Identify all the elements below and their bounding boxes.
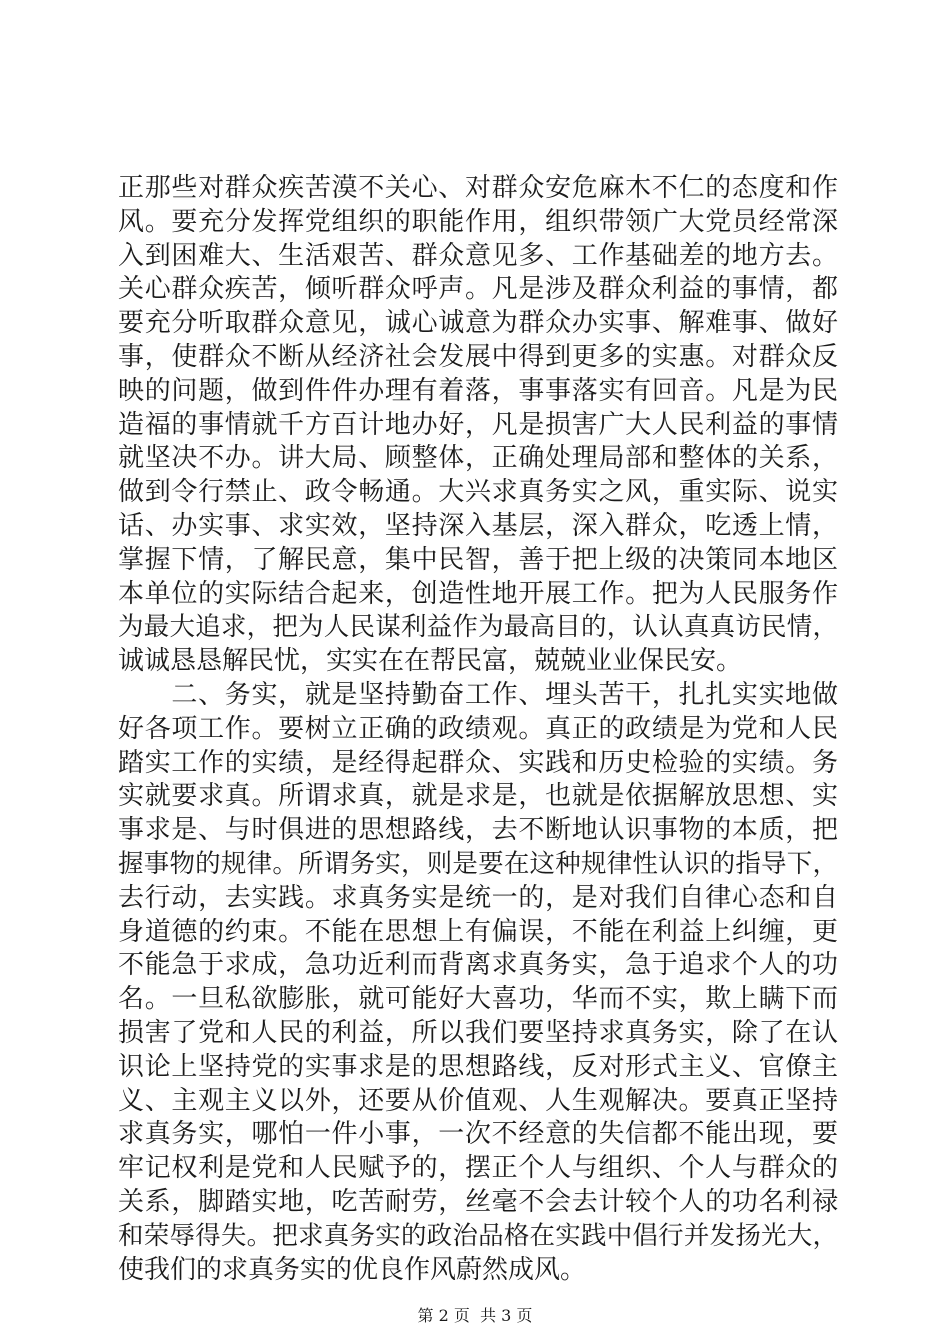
text-line: 身道德的约束。不能在思想上有偏误，不能在利益上纠缠，更 [118, 916, 838, 947]
text-line: 事求是、与时俱进的思想路线，去不断地认识事物的本质，把 [118, 815, 838, 846]
text-line: 诚诚恳恳解民忧，实实在在帮民富，兢兢业业保民安。 [118, 646, 743, 677]
text-line: 本单位的实际结合起来，创造性地开展工作。把为人民服务作 [118, 578, 838, 609]
text-line: 牢记权利是党和人民赋予的，摆正个人与组织、个人与群众的 [118, 1153, 838, 1184]
text-line: 做到令行禁止、政令畅通。大兴求真务实之风，重实际、说实 [118, 477, 838, 508]
text-line: 要充分听取群众意见，诚心诚意为群众办实事、解难事、做好 [118, 308, 838, 339]
text-line: 好各项工作。要树立正确的政绩观。真正的政绩是为党和人民 [118, 713, 838, 744]
text-line: 事，使群众不断从经济社会发展中得到更多的实惠。对群众反 [118, 341, 838, 372]
text-line: 踏实工作的实绩，是经得起群众、实践和历史检验的实绩。务 [118, 747, 838, 778]
text-line: 映的问题，做到件件办理有着落，事事落实有回音。凡是为民 [118, 375, 838, 406]
text-line: 求真务实，哪怕一件小事，一次不经意的失信都不能出现，要 [118, 1119, 838, 1150]
body-text [118, 172, 838, 1287]
text-line: 风。要充分发挥党组织的职能作用，组织带领广大党员经常深 [118, 206, 838, 237]
text-line: 话、办实事、求实效，坚持深入基层，深入群众，吃透上情， [118, 510, 838, 541]
text-line: 关心群众疾苦，倾听群众呼声。凡是涉及群众利益的事情，都 [118, 274, 838, 305]
text-line: 掌握下情，了解民意，集中民智，善于把上级的决策同本地区 [118, 544, 838, 575]
text-line: 实就要求真。所谓求真，就是求是，也就是依据解放思想、实 [118, 781, 838, 812]
text-line: 损害了党和人民的利益，所以我们要坚持求真务实，除了在认 [118, 1017, 838, 1048]
page-footer: 第 2 页 共 3 页 [417, 1306, 533, 1325]
text-line: 握事物的规律。所谓务实，则是要在这种规律性认识的指导下， [118, 848, 838, 879]
text-line: 二、务实，就是坚持勤奋工作、埋头苦干，扎扎实实地做 [118, 679, 838, 710]
text-line: 去行动，去实践。求真务实是统一的，是对我们自律心态和自 [118, 882, 838, 913]
text-line: 为最大追求，把为人民谋利益作为最高目的，认认真真访民情， [118, 612, 838, 643]
text-line: 正那些对群众疾苦漠不关心、对群众安危麻木不仁的态度和作 [118, 173, 838, 203]
text-line: 识论上坚持党的实事求是的思想路线，反对形式主义、官僚主 [118, 1051, 838, 1082]
text-line: 名。一旦私欲膨胀，就可能好大喜功，华而不实，欺上瞒下而 [118, 984, 838, 1015]
text-line: 就坚决不办。讲大局、顾整体，正确处理局部和整体的关系， [118, 443, 838, 474]
text-line: 造福的事情就千方百计地办好，凡是损害广大人民利益的事情 [118, 409, 838, 440]
text-line: 关系，脚踏实地，吃苦耐劳，丝毫不会去计较个人的功名利禄 [118, 1186, 838, 1217]
text-line: 不能急于求成，急功近利而背离求真务实，急于追求个人的功 [118, 950, 838, 981]
text-line: 和荣辱得失。把求真务实的政治品格在实践中倡行并发扬光大， [118, 1220, 838, 1251]
text-line: 入到困难大、生活艰苦、群众意见多、工作基础差的地方去。 [118, 240, 838, 271]
text-line: 义、主观主义以外，还要从价值观、人生观解决。要真正坚持 [118, 1085, 838, 1116]
text-line: 使我们的求真务实的优良作风蔚然成风。 [118, 1254, 587, 1285]
